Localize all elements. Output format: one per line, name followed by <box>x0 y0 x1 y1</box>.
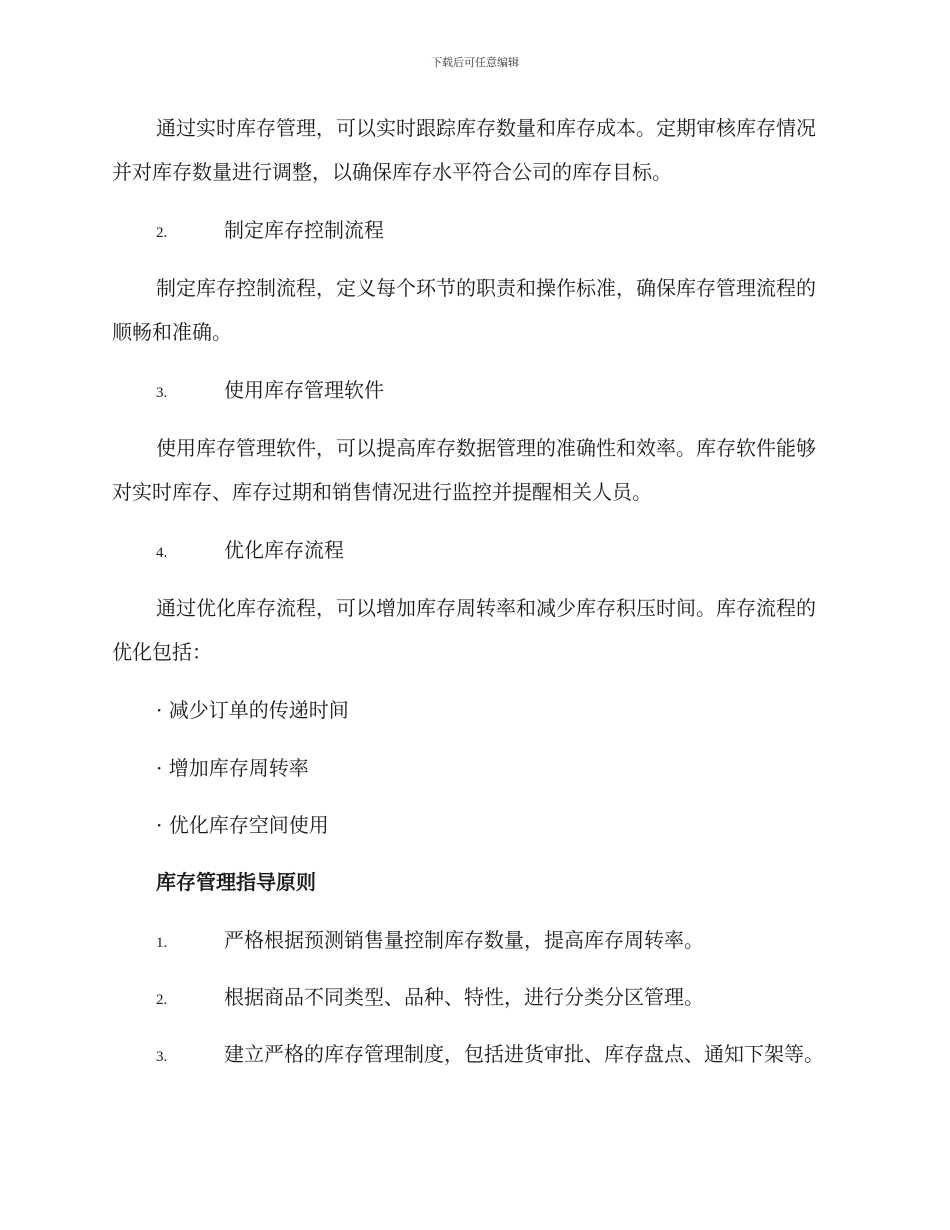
section-heading: 库存管理指导原则 <box>156 870 316 894</box>
principle-item-1 <box>112 918 834 965</box>
principle-item-2 <box>112 975 834 1022</box>
item-number: 2. <box>156 225 168 241</box>
paragraph-control-process: 制定库存控制流程，定义每个环节的职责和操作标准，确保库存管理流程的顺畅和准确。 <box>112 276 816 344</box>
numbered-item-4 <box>112 528 834 575</box>
item-text: 严格根据预测销售量控制库存数量，提高库存周转率。 <box>224 928 704 952</box>
paragraph-optimize-process: 通过优化库存流程，可以增加库存周转率和减少库存积压时间。库存流程的优化包括： <box>112 596 816 664</box>
item-title: 制定库存控制流程 <box>224 218 384 242</box>
numbered-item-3 <box>112 368 834 415</box>
paragraph-inventory-software: 使用库存管理软件，可以提高库存数据管理的准确性和效率。库存软件能够对实时库存、库存过期和销售情况进行监控并提醒相关人员。 <box>112 436 816 504</box>
item-number: 3. <box>156 385 168 401</box>
item-text: 根据商品不同类型、品种、特性，进行分类分区管理。 <box>224 985 704 1009</box>
bullet-item: · 增加库存周转率 <box>156 756 309 780</box>
page-header: 下载后可任意编辑 <box>431 56 519 69</box>
item-number: 1. <box>156 935 168 951</box>
paragraph-realtime-inventory: 通过实时库存管理，可以实时跟踪库存数量和库存成本。定期审核库存情况并对库存数量进行调整，以确保库存水平符合公司的库存目标。 <box>112 116 816 184</box>
item-text: 建立严格的库存管理制度，包括进货审批、库存盘点、通知下架等。 <box>224 1042 824 1066</box>
item-number: 2. <box>156 992 168 1008</box>
item-number: 4. <box>156 545 168 561</box>
item-number: 3. <box>156 1049 168 1065</box>
bullet-item: · 优化库存空间使用 <box>156 813 329 837</box>
item-title: 使用库存管理软件 <box>224 378 384 402</box>
principle-item-3 <box>112 1032 834 1079</box>
bullet-item: · 减少订单的传递时间 <box>156 698 349 722</box>
numbered-item-2 <box>112 208 834 255</box>
item-title: 优化库存流程 <box>224 538 344 562</box>
